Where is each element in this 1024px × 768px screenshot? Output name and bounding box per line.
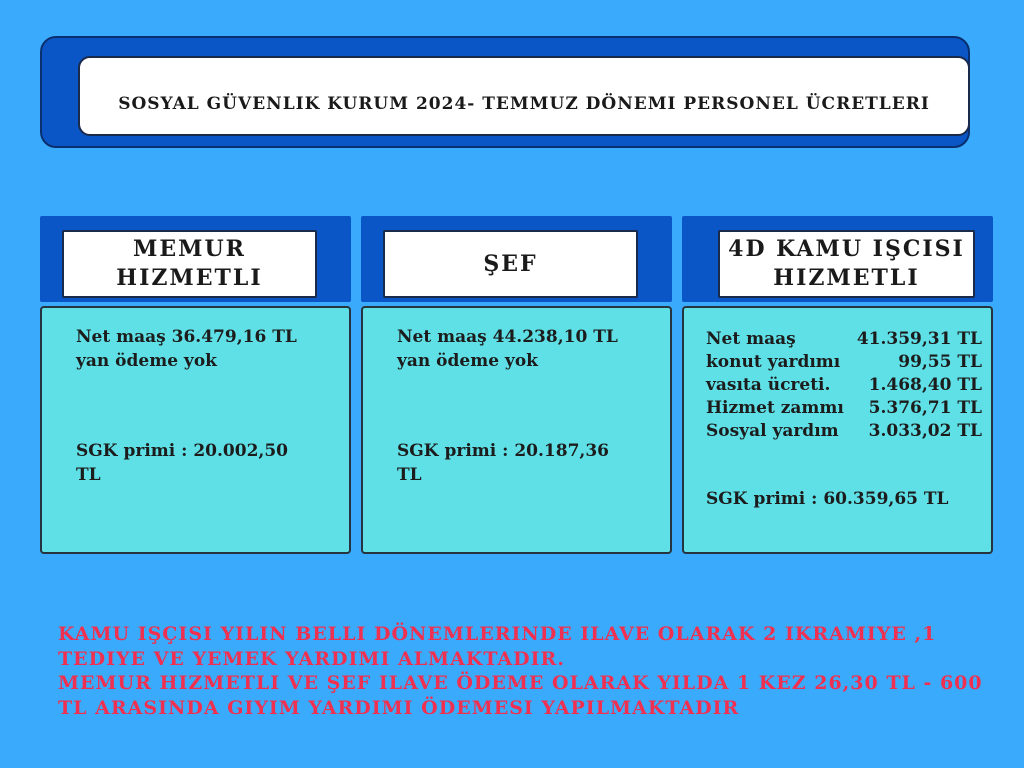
row-label: vasıta ücreti. <box>706 374 831 395</box>
footnotes <box>58 622 988 721</box>
net-salary-line: Net maaş 44.238,10 TL <box>397 327 618 347</box>
row-label: Hizmet zammı <box>706 397 844 418</box>
row-label: Net maaş <box>706 329 796 349</box>
salary-row <box>706 351 982 374</box>
footnote-kamu-iscisi: KAMU IŞÇISI YILIN BELLI DÖNEMLERINDE ILAVE OLARAK 2 IKRAMIYE ,1 TEDIYE VE YEMEK YARDIMI ALMAKTADIR. <box>58 623 937 670</box>
column-heading: MEMUR HIZMETLI <box>62 230 317 298</box>
column-heading: 4D KAMU IŞCISI HIZMETLI <box>718 230 975 298</box>
column-sef <box>361 216 672 485</box>
column-header <box>682 216 993 302</box>
salary-breakdown <box>706 328 982 443</box>
column-memur-hizmetli <box>40 216 351 485</box>
salary-row <box>706 397 982 420</box>
row-value: 1.468,40 TL <box>868 374 982 395</box>
column-header <box>40 216 351 302</box>
title-banner <box>40 36 970 148</box>
column-card <box>361 306 672 554</box>
sgk-premium: SGK primi : 20.187,36 TL <box>397 441 609 485</box>
extra-payment-line: yan ödeme yok <box>397 350 538 371</box>
title-box <box>78 56 970 136</box>
column-4d-kamu-iscisi <box>682 216 993 509</box>
net-salary-line: Net maaş 36.479,16 TL <box>76 327 297 347</box>
column-card <box>682 306 993 554</box>
row-label: Sosyal yardım <box>706 420 839 441</box>
page-title: SOSYAL GÜVENLIK KURUM 2024- TEMMUZ DÖNEMI PERSONEL ÜCRETLERI <box>118 94 930 114</box>
salary-row <box>706 420 982 443</box>
salary-lines <box>397 326 647 374</box>
column-heading: ŞEF <box>383 230 638 298</box>
salary-lines <box>76 326 326 374</box>
footnote-memur-sef: MEMUR HIZMETLI VE ŞEF ILAVE ÖDEME OLARAK YILDA 1 KEZ 26,30 TL - 600 TL ARASINDA GIYIM YARDIMI ÖDEMESI YAPILMAKTADIR <box>58 672 983 720</box>
row-value: 3.033,02 TL <box>868 420 982 441</box>
salary-row <box>706 374 982 397</box>
column-card <box>40 306 351 554</box>
row-value: 41.359,31 TL <box>856 329 982 349</box>
row-label: konut yardımı <box>706 351 841 372</box>
row-value: 99,55 TL <box>898 351 982 372</box>
extra-payment-line: yan ödeme yok <box>76 350 217 371</box>
row-value: 5.376,71 TL <box>868 397 982 418</box>
sgk-premium: SGK primi : 20.002,50 TL <box>76 441 288 485</box>
column-header <box>361 216 672 302</box>
salary-row <box>706 328 982 351</box>
sgk-premium: SGK primi : 60.359,65 TL <box>706 489 949 509</box>
